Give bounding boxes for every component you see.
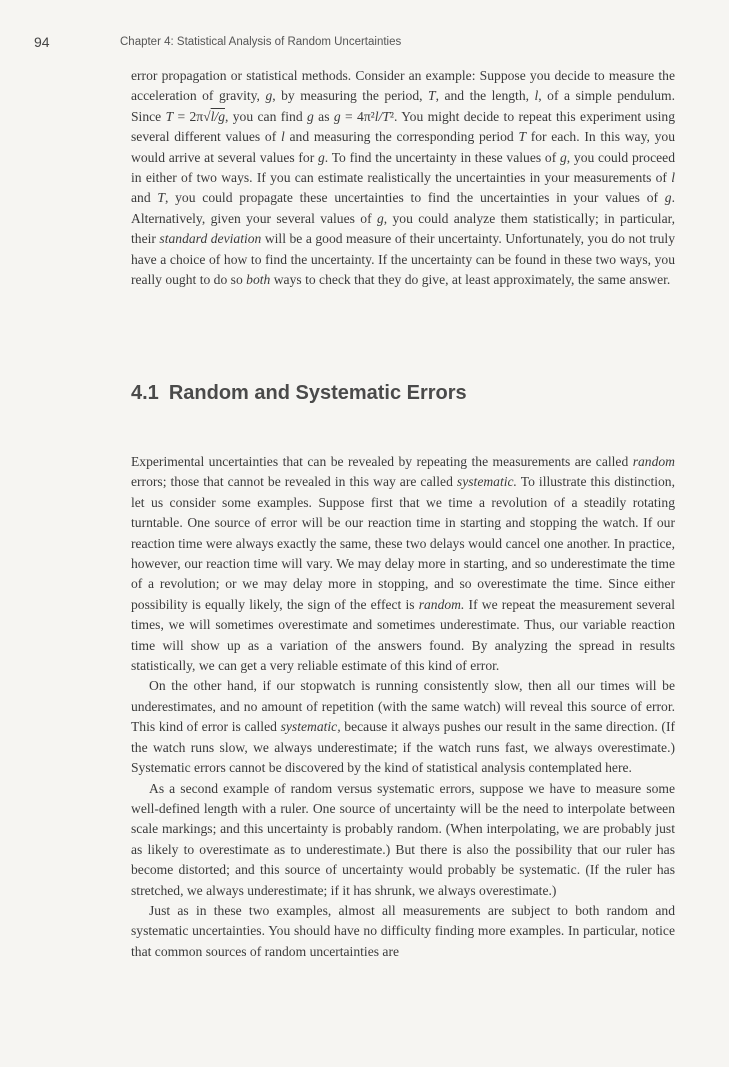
var-g: g [664,190,672,206]
section-paragraph-3: As a second example of random versus systematic errors, suppose we have to measure some well-defined length with a ruler. One source of uncertainty will be the need to interpolate between scale markings; and this uncertainty is probably random. (When interpolating, we are probably just as likely to overestimate as to underestimate.) But there is also the possibility that our ruler has become distorted; and this source of uncertainty would probably be systematic. (If the ruler has stretched, we always underestimate; if it has shrunk, we always overestimate.) [131,780,675,898]
intro-paragraph [131,66,675,290]
text-run: On the other hand, if our stopwatch is running consistently slow, then all our times will be underestimates, and no amount of repetition (with the same watch) will reveal this source of error. This kind of error is called [131,678,675,735]
section-paragraph-4: Just as in these two examples, almost all measurements are subject to both random and systematic uncertainties. You should have no difficulty finding more examples. In particular, notice that common sources of random uncertainties are [131,902,675,959]
formula-radicand: l/g [210,108,225,124]
text-run: ways to check that they do give, at least approximately, the same answer. [270,272,671,288]
text-run: , you could propagate these uncertainties to find the uncertainties in your values of [164,190,665,206]
text-run: . Alternatively, given your several values of [131,190,675,226]
formula-part: l/T [374,108,390,124]
text-run: Experimental uncertainties that can be revealed by repeating the measurements are called [131,454,633,469]
var-l: l [534,88,539,104]
text-run: , and the length, [435,88,535,104]
emphasis-systematic: systematic, [280,719,341,735]
section-heading [131,382,675,405]
text-run: error propagation or statistical methods. Consider an example: Suppose you decide to measure the acceleration of gravity, [131,68,675,104]
text-run: errors; those that cannot be revealed in this way are called [131,474,457,490]
text-run: , you could proceed in either of two ways. If you can estimate realistically the uncertainties in your measurements of [131,149,675,186]
var-g: g [333,108,341,124]
text-run: as [313,108,334,124]
var-g: g [265,88,273,104]
emphasis-random: random. [418,596,465,612]
section-title: Random and Systematic Errors [168,382,467,404]
section-paragraph-2 [131,676,675,778]
var-l: l [671,170,675,186]
text-run: . To find the uncertainty in these values of [324,149,560,165]
var-T: T [157,190,165,206]
text-run: To illustrate this distinction, let us consider some examples. Suppose first that we time a revolution of a steadily rotating turntable. One source of error will be our reaction time in starting and stopping the watch. If our reaction time were always exactly the same, these two delays would cancel one another. In practice, however, our reaction time will vary. We may delay more in starting, and so underestimate the time of a revolution; or we may delay more in stopping, and so overestimate the time. Since either possibility is equally likely, the sign of the effect is [131,474,675,612]
emphasis-random: random [632,454,675,469]
var-g: g [376,210,384,226]
var-T: T [518,129,527,145]
section-paragraph-1 [131,452,675,676]
text-run: and measuring the corresponding period [284,129,519,145]
section-body [131,452,675,962]
var-g: g [307,108,314,124]
emphasis-both: both [246,272,271,288]
formula-part: = 4π² [340,108,375,124]
text-run: ². You might decide to repeat this experiment using several different values of [131,108,675,145]
var-g: g [559,149,567,165]
text-run: will be a good measure of their uncertainty. Unfortunately, you do not truly have a choice of how to find the uncertainty. If the uncertainty can be found in these two ways, you really ought to do so [131,231,676,288]
text-run: because it always pushes our result in the same direction. (If the watch runs slow, we always underestimate; if the watch runs fast, we always overestimate.) Systematic errors cannot be discovered by the kind of statistical analysis contemplated here. [131,719,676,776]
text-run: , you can find [225,108,307,124]
text-run: , you could analyze them statistically; in particular, their [131,210,675,247]
section-number: 4.1 [131,382,159,404]
page-number: 94 [34,34,50,50]
emphasis-standard-deviation: standard deviation [159,231,262,247]
text-run: for each. In this way, you would arrive at several values for [131,129,676,165]
var-T: T [165,108,174,124]
text-run: If we repeat the measurement several times, we will sometimes overestimate and sometimes underestimate. Thus, our variable reaction time will show up as a variation of the answers found. By analyzing the spread in results statistically, we can get a very reliable estimate of this kind of error. [131,596,675,674]
running-head: Chapter 4: Statistical Analysis of Random Uncertainties [120,36,402,48]
emphasis-systematic: systematic. [456,474,517,490]
formula-part: = 2π√ [173,108,211,124]
var-g: g [318,149,325,165]
intro-text [131,66,675,290]
var-T: T [428,88,436,104]
text-run: , by measuring the period, [272,88,429,104]
text-run: , of a simple pendulum. Since [131,88,675,124]
var-l: l [280,129,285,145]
text-run: and [131,190,158,206]
